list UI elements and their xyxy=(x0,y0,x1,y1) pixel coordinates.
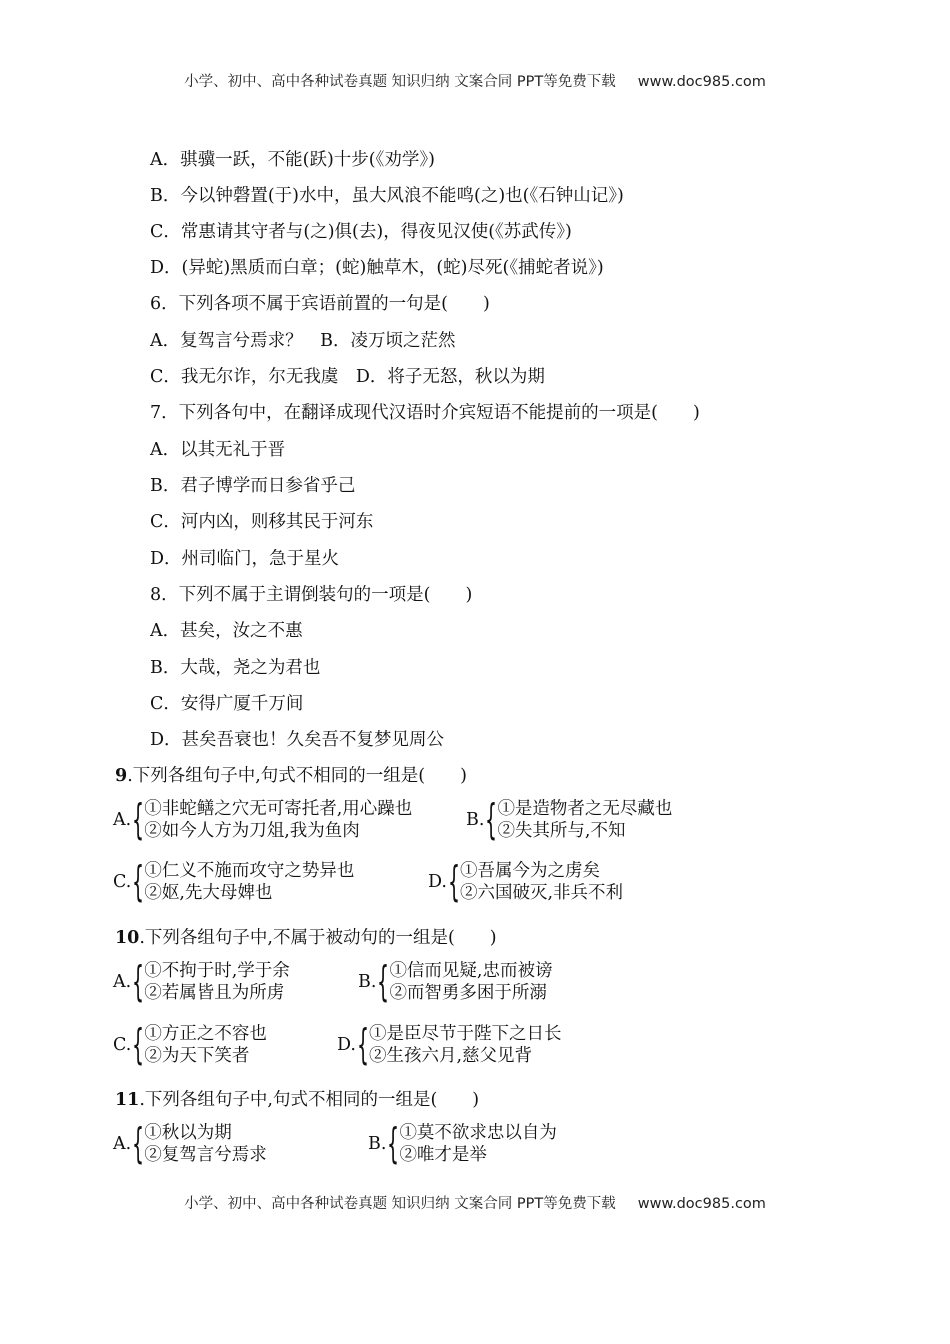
q9-number: 9 xyxy=(115,766,128,786)
option-label: A. xyxy=(113,1134,132,1154)
option-label: D. xyxy=(428,872,447,892)
brace-icon: { xyxy=(132,795,145,844)
option-label: B. xyxy=(358,972,377,992)
page-footer xyxy=(0,1192,950,1213)
q11-stem-text: .下列各组句子中,句式不相同的一组是( ) xyxy=(139,1090,480,1110)
header-text: 小学、初中、高中各种试卷真题 知识归纳 文案合同 PPT等免费下载 xyxy=(184,74,616,90)
q5-option-a: A．骐骥一跃，不能(跃)十步(《劝学》) xyxy=(150,150,435,170)
q8-option-b: B．大哉，尧之为君也 xyxy=(150,658,321,678)
sentence-1: ①是造物者之无尽藏也 xyxy=(497,799,673,819)
q6-options-ab: A．复驾言兮焉求？ B．凌万顷之茫然 xyxy=(150,331,456,351)
q9-stem xyxy=(115,762,467,787)
q7-option-c: C．河内凶，则移其民于河东 xyxy=(150,512,374,532)
brace-icon: { xyxy=(485,795,498,844)
sentence-2: ②唯才是举 xyxy=(399,1145,487,1165)
q7-option-b: B．君子博学而日参省乎己 xyxy=(150,476,356,496)
brace-icon: { xyxy=(356,1020,370,1069)
sentence-2: ②而智勇多困于所溺 xyxy=(389,983,547,1003)
sentence-1: ①信而见疑,忠而被谤 xyxy=(389,961,553,981)
q10-option-a xyxy=(113,957,290,1006)
sentence-1: ①方正之不容也 xyxy=(144,1024,267,1044)
brace-icon: { xyxy=(447,857,461,906)
q9-option-c xyxy=(113,857,355,906)
sentence-2: ②失其所与,不知 xyxy=(497,821,626,841)
sentence-1: ①吾属今为之虏矣 xyxy=(459,861,600,881)
sentence-2: ②复驾言兮焉求 xyxy=(144,1145,267,1165)
option-label: C. xyxy=(113,1035,132,1055)
brace-icon: { xyxy=(132,857,145,906)
q7-stem: 7．下列各句中，在翻译成现代汉语时介宾短语不能提前的一项是( ) xyxy=(150,403,700,423)
q5-option-b: B．今以钟磬置(于)水中，虽大风浪不能鸣(之)也(《石钟山记》) xyxy=(150,186,624,206)
q9-option-b xyxy=(466,795,673,844)
option-label: A. xyxy=(113,972,132,992)
sentence-2: ②如今人方为刀俎,我为鱼肉 xyxy=(144,821,360,841)
option-label: D. xyxy=(337,1035,356,1055)
sentence-1: ①非蛇鳝之穴无可寄托者,用心躁也 xyxy=(144,799,413,819)
q10-stem-text: .下列各组句子中,不属于被动句的一组是( ) xyxy=(139,928,497,948)
q5-option-d: D．(异蛇)黑质而白章；(蛇)触草木，(蛇)尽死(《捕蛇者说》) xyxy=(150,258,604,278)
q10-option-b xyxy=(358,957,553,1006)
option-label: A. xyxy=(113,810,132,830)
q8-option-d: D．甚矣吾衰也！久矣吾不复梦见周公 xyxy=(150,730,445,750)
sentence-1: ①不拘于时,学于余 xyxy=(144,961,290,981)
q10-option-d xyxy=(337,1020,562,1069)
sentence-2: ②为天下笑者 xyxy=(144,1046,250,1066)
q6-options-cd: C．我无尔诈，尔无我虞 D．将子无怒，秋以为期 xyxy=(150,367,545,387)
brace-icon: { xyxy=(132,1119,145,1168)
sentence-1: ①仁义不施而攻守之势异也 xyxy=(144,861,355,881)
brace-icon: { xyxy=(377,957,390,1006)
option-label: B. xyxy=(368,1134,387,1154)
brace-icon: { xyxy=(387,1119,400,1168)
q10-number: 10 xyxy=(115,928,140,948)
option-label: B. xyxy=(466,810,485,830)
q11-number: 11 xyxy=(115,1090,140,1110)
q11-option-a xyxy=(113,1119,267,1168)
q10-stem xyxy=(115,924,497,949)
sentence-2: ②六国破灭,非兵不利 xyxy=(459,883,624,903)
q11-stem xyxy=(115,1086,479,1111)
q11-option-b xyxy=(368,1119,557,1168)
sentence-1: ①莫不欲求忠以自为 xyxy=(399,1123,557,1143)
brace-icon: { xyxy=(132,1020,145,1069)
q7-option-a: A．以其无礼于晋 xyxy=(150,440,286,460)
sentence-2: ②妪,先大母婢也 xyxy=(144,883,273,903)
footer-text: 小学、初中、高中各种试卷真题 知识归纳 文案合同 PPT等免费下载 xyxy=(184,1196,616,1212)
q6-stem: 6．下列各项不属于宾语前置的一句是( ) xyxy=(150,294,490,314)
q9-option-d xyxy=(428,857,624,906)
sentence-1: ①是臣尽节于陛下之日长 xyxy=(368,1024,562,1044)
sentence-2: ②生孩六月,慈父见背 xyxy=(368,1046,533,1066)
option-label: C. xyxy=(113,872,132,892)
footer-site-link[interactable]: www.doc985.com xyxy=(637,1196,766,1212)
q7-option-d: D．州司临门，急于星火 xyxy=(150,549,340,569)
q9-stem-text: .下列各组句子中,句式不相同的一组是( ) xyxy=(127,766,467,786)
q8-option-c: C．安得广厦千万间 xyxy=(150,694,304,714)
q8-option-a: A．甚矣，汝之不惠 xyxy=(150,621,303,641)
q5-option-c: C．常惠请其守者与(之)俱(去)，得夜见汉使(《苏武传》) xyxy=(150,222,572,242)
q8-stem: 8．下列不属于主谓倒装句的一项是( ) xyxy=(150,585,473,605)
header-site-link[interactable]: www.doc985.com xyxy=(637,74,766,90)
sentence-1: ①秋以为期 xyxy=(144,1123,232,1143)
q10-option-c xyxy=(113,1020,267,1069)
brace-icon: { xyxy=(132,957,145,1006)
sentence-2: ②若属皆且为所虏 xyxy=(144,983,285,1003)
q9-option-a xyxy=(113,795,413,844)
page-header xyxy=(0,70,950,91)
